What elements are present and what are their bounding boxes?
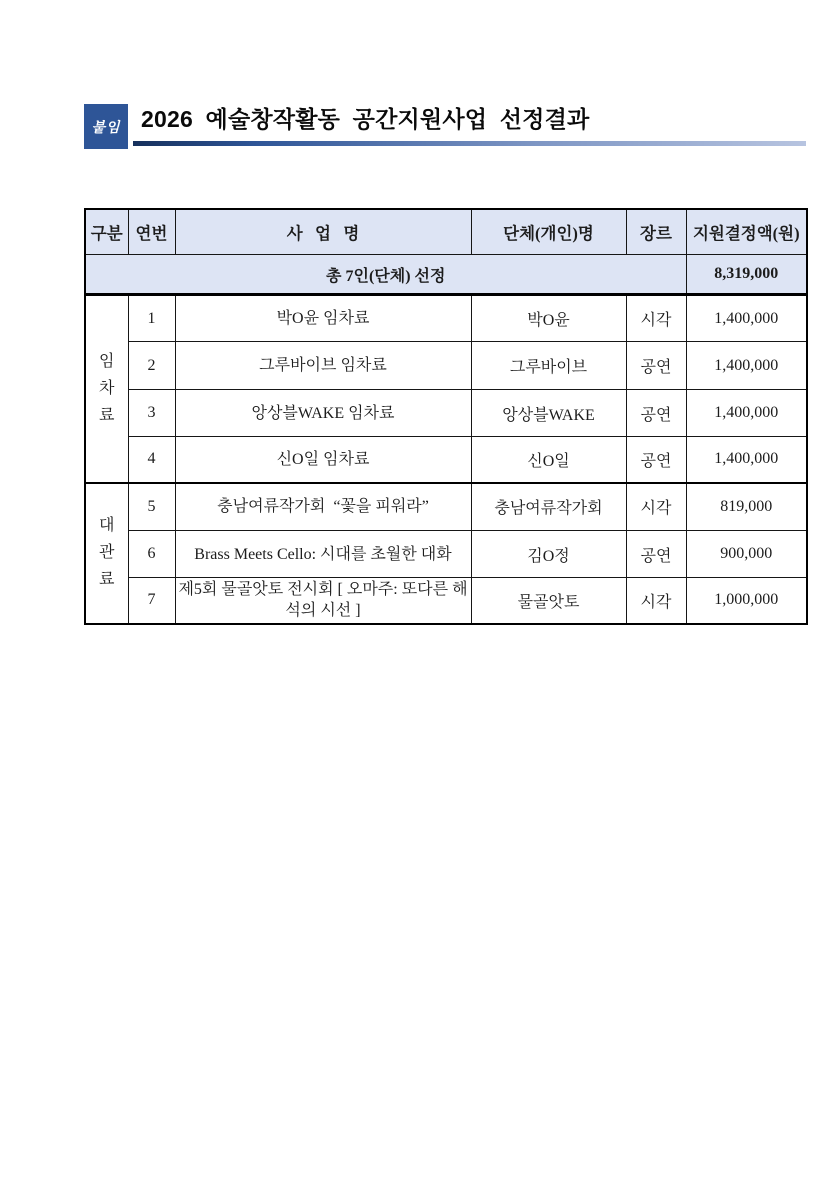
cell-amount: 1,400,000 bbox=[686, 342, 807, 390]
category-cell-rental-fee bbox=[85, 295, 128, 483]
cell-org-name: 박O윤 bbox=[471, 295, 626, 342]
cell-no: 4 bbox=[128, 437, 175, 483]
cell-project-name: 박O윤 임차료 bbox=[175, 295, 471, 342]
table-row bbox=[85, 483, 807, 531]
cell-amount: 1,400,000 bbox=[686, 295, 807, 342]
col-header-no: 연번 bbox=[128, 209, 175, 255]
table-row bbox=[85, 437, 807, 483]
col-header-category: 구분 bbox=[85, 209, 128, 255]
cell-genre: 시각 bbox=[626, 295, 686, 342]
cell-org-name: 신O일 bbox=[471, 437, 626, 483]
table-row bbox=[85, 578, 807, 624]
cell-no: 3 bbox=[128, 390, 175, 437]
results-table-container bbox=[84, 208, 808, 625]
col-header-project: 사 업 명 bbox=[175, 209, 471, 255]
cell-genre: 공연 bbox=[626, 342, 686, 390]
col-header-genre: 장르 bbox=[626, 209, 686, 255]
cell-genre: 시각 bbox=[626, 578, 686, 624]
cell-amount: 1,400,000 bbox=[686, 390, 807, 437]
cell-no: 1 bbox=[128, 295, 175, 342]
cell-project-name: 신O일 임차료 bbox=[175, 437, 471, 483]
cell-org-name: 앙상블WAKE bbox=[471, 390, 626, 437]
col-header-amount: 지원결정액(원) bbox=[686, 209, 807, 255]
cell-amount: 900,000 bbox=[686, 531, 807, 578]
cell-org-name: 충남여류작가회 bbox=[471, 483, 626, 531]
cell-project-name: 충남여류작가회 “꽃을 피워라” bbox=[175, 483, 471, 531]
category-char: 관 bbox=[99, 544, 115, 561]
cell-no: 7 bbox=[128, 578, 175, 624]
category-char: 대 bbox=[99, 517, 115, 534]
category-cell-venue-fee bbox=[85, 483, 128, 624]
table-row bbox=[85, 295, 807, 342]
col-header-org: 단체(개인)명 bbox=[471, 209, 626, 255]
cell-amount: 1,000,000 bbox=[686, 578, 807, 624]
attachment-badge bbox=[84, 104, 128, 149]
cell-no: 6 bbox=[128, 531, 175, 578]
category-char: 차 bbox=[99, 379, 115, 397]
table-header-row bbox=[85, 209, 807, 255]
cell-project-name: 제5회 물골앗토 전시회 [ 오마주: 또다른 해석의 시선 ] bbox=[175, 578, 471, 624]
cell-org-name: 물골앗토 bbox=[471, 578, 626, 624]
cell-amount: 1,400,000 bbox=[686, 437, 807, 483]
table-row bbox=[85, 342, 807, 390]
cell-no: 2 bbox=[128, 342, 175, 390]
table-row bbox=[85, 531, 807, 578]
attachment-badge-label: 붙임 bbox=[91, 120, 121, 136]
cell-genre: 공연 bbox=[626, 531, 686, 578]
page-title: 2026 예술창작활동 공간지원사업 선정결과 bbox=[141, 106, 590, 132]
cell-project-name: Brass Meets Cello: 시대를 초월한 대화 bbox=[175, 531, 471, 578]
cell-no: 5 bbox=[128, 483, 175, 531]
title-underline bbox=[133, 141, 806, 146]
summary-amount: 8,319,000 bbox=[686, 255, 807, 295]
category-char: 임 bbox=[99, 352, 115, 370]
summary-row bbox=[85, 255, 807, 295]
cell-project-name: 앙상블WAKE 임차료 bbox=[175, 390, 471, 437]
cell-org-name: 그루바이브 bbox=[471, 342, 626, 390]
summary-label: 총 7인(단체) 선정 bbox=[85, 255, 686, 295]
cell-org-name: 김O정 bbox=[471, 531, 626, 578]
cell-genre: 공연 bbox=[626, 390, 686, 437]
cell-genre: 공연 bbox=[626, 437, 686, 483]
category-char: 료 bbox=[99, 571, 115, 588]
cell-amount: 819,000 bbox=[686, 483, 807, 531]
category-char: 료 bbox=[99, 406, 115, 424]
results-table bbox=[84, 208, 808, 625]
cell-genre: 시각 bbox=[626, 483, 686, 531]
table-row bbox=[85, 390, 807, 437]
cell-project-name: 그루바이브 임차료 bbox=[175, 342, 471, 390]
